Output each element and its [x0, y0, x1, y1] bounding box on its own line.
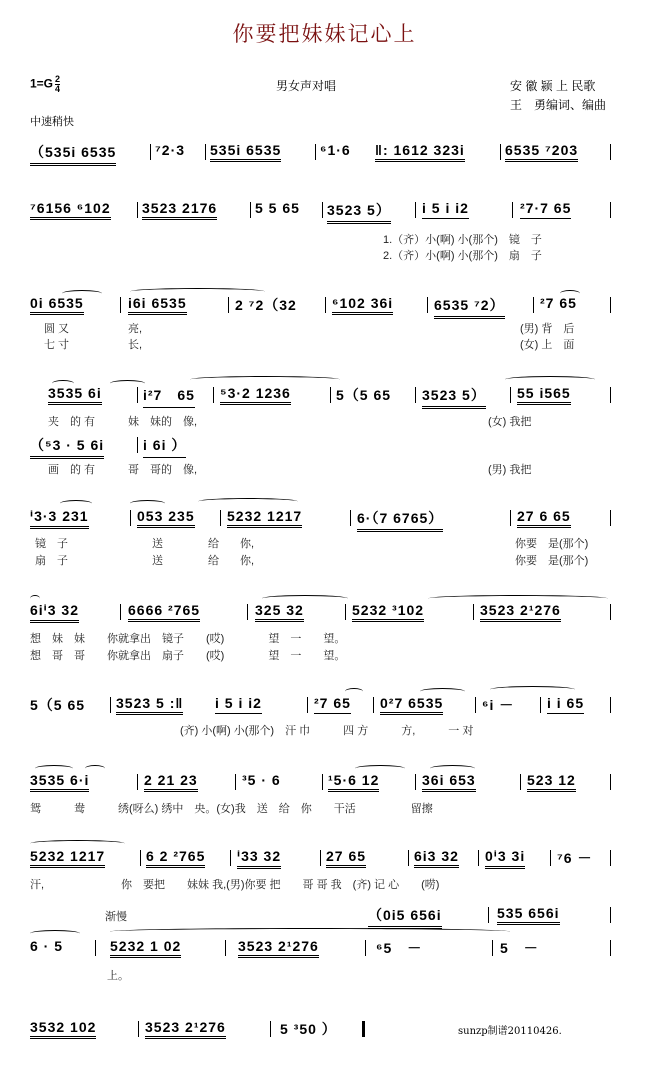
- measure: 0i 6535: [30, 295, 84, 315]
- measure: 3523 2¹276: [480, 602, 561, 622]
- measure: 5（5 65: [30, 697, 86, 713]
- measure: 3523 2¹276: [238, 938, 319, 958]
- lyric: 你,: [240, 555, 255, 567]
- measure: ¹5·6 12: [328, 772, 379, 792]
- measure: ²7·7 65: [520, 200, 571, 219]
- song-origin: 安 徽 颍 上 民歌: [510, 79, 596, 93]
- lyric: 上。: [107, 970, 129, 982]
- measure: （⁵3 · 5 6i: [30, 435, 104, 459]
- performance-type: 男女声对唱: [276, 79, 337, 93]
- score-row-9: [30, 848, 619, 870]
- song-title: 你要把妹妹记心上: [232, 22, 417, 46]
- lyric: 你,: [240, 538, 255, 550]
- time-denominator: 4: [55, 84, 61, 94]
- measure: 6666 ²765: [128, 602, 200, 622]
- measure: 3523 2¹276: [145, 1019, 226, 1039]
- measure: 55 i565: [517, 385, 571, 405]
- lyric: 送: [152, 538, 163, 550]
- measure: 6535 ⁷203: [505, 142, 578, 162]
- lyric-verse-2: 2.（齐）小(啊) 小(那个) 扇 子: [383, 250, 542, 262]
- measure: 6iⁱ3 32: [30, 602, 79, 623]
- measure: i i 65: [547, 695, 584, 714]
- measure: 5 ³50 ）: [280, 1021, 337, 1037]
- measure: i 5 i i2: [422, 200, 469, 219]
- score-row-5: [30, 508, 619, 530]
- measure: 0²7 6535: [380, 695, 443, 715]
- measure: 5 －: [500, 940, 539, 956]
- measure: ⁵3·2 1236: [220, 385, 291, 405]
- measure: 053 235: [137, 508, 195, 528]
- measure: 5（5 65: [336, 387, 392, 403]
- measure: 3523 5 :‖: [116, 695, 183, 715]
- measure: 523 12: [527, 772, 576, 792]
- measure: ‖: 1612 323i: [375, 142, 465, 162]
- measure: i 5 i i2: [215, 695, 262, 714]
- score-row-4: [30, 385, 619, 407]
- measure: ⁶1·6: [320, 142, 351, 158]
- lyric: 画 的 有 哥 哥的 像,: [48, 464, 198, 476]
- score-row-3: [30, 295, 619, 317]
- lyric: (男) 背 后: [520, 323, 575, 335]
- measure: ²7 65: [314, 695, 351, 714]
- transcriber-credit: sunzp制谱20110426.: [458, 1026, 562, 1037]
- lyric: 你要 是(那个): [515, 538, 589, 550]
- lyric: 给: [208, 538, 219, 550]
- measure: 6535 ⁷2）: [434, 295, 505, 319]
- measure: 27 65: [326, 848, 366, 868]
- measure: ³5 · 6: [242, 772, 281, 788]
- lyric: (齐) 小(啊) 小(那个) 汗 巾 四 方 方, 一 对: [180, 725, 474, 737]
- lyric: 扇 子: [35, 555, 68, 567]
- lyric: (女) 上 面: [520, 339, 575, 351]
- measure: 2 ⁷2（32: [235, 297, 297, 313]
- measure: 6 2 ²765: [146, 848, 205, 868]
- measure: ⁷6 －: [557, 850, 593, 866]
- measure: 5232 1217: [30, 848, 105, 868]
- final-barline: [362, 1021, 365, 1037]
- measure: i6i 6535: [128, 295, 187, 315]
- measure: 3535 6i: [48, 385, 102, 405]
- score-row-6: [30, 602, 619, 624]
- time-numerator: 2: [55, 74, 61, 84]
- measure: 3523 2176: [142, 200, 217, 220]
- lyric: 长,: [128, 339, 143, 351]
- lyric-verse-1: 想 妹 妹 你就拿出 镜子 (哎) 望 一 望。: [30, 633, 346, 645]
- lyric: 送: [152, 555, 163, 567]
- lyric: 镜 子: [35, 538, 68, 550]
- measure: 5232 1 02: [110, 938, 181, 958]
- key-signature: [30, 75, 60, 94]
- score-row-2: [30, 200, 619, 222]
- measure: 2 21 23: [144, 772, 198, 792]
- measure: ⁱ33 32: [237, 848, 281, 869]
- measure: ⁶102 36i: [332, 295, 393, 315]
- measure: 0ⁱ3 3i: [485, 848, 525, 869]
- key-label: 1=G: [30, 76, 54, 91]
- score-row-10: [30, 938, 619, 960]
- lyric-verse-1: 1.（齐）小(啊) 小(那个) 镜 子: [383, 234, 542, 246]
- score-row-8: [30, 772, 619, 794]
- score-row-1: [30, 142, 619, 164]
- measure: （0i5 656i: [368, 905, 442, 929]
- score-row-4-alt: [30, 435, 619, 457]
- lyric: (男) 我把: [488, 464, 532, 476]
- measure: 3523 5）: [422, 385, 486, 409]
- lyric: 七 寸: [44, 339, 70, 351]
- lyric: 汗, 你 要把 妹妹 我,(男)你要 把 哥 哥 我 (齐) 记 心 (唠): [30, 879, 440, 891]
- measure: i²7 65: [143, 385, 195, 408]
- measure: 27 6 65: [517, 508, 571, 528]
- credits: 王 勇编词、编曲: [510, 98, 607, 112]
- lyric: 圆 又: [44, 323, 70, 335]
- lyric: 给: [208, 555, 219, 567]
- measure: i 6i ）: [143, 435, 186, 458]
- measure: ⁶5 －: [376, 940, 423, 956]
- measure: 325 32: [255, 602, 304, 622]
- time-signature: [55, 75, 60, 94]
- measure: 36i 653: [422, 772, 476, 792]
- lyric: (女) 我把: [488, 416, 532, 428]
- measure: ⁶i －: [482, 697, 515, 713]
- lyric: 亮,: [128, 323, 143, 335]
- lyric: 夹 的 有 妹 妹的 像,: [48, 416, 198, 428]
- measure: ⁷2·3: [155, 142, 186, 158]
- tempo-marking: 中速稍快: [30, 115, 74, 128]
- score-row-7: [30, 695, 619, 717]
- tempo-direction: 渐慢: [105, 911, 127, 923]
- measure: 6·（7 6765）: [357, 508, 443, 532]
- measure: 535i 6535: [210, 142, 281, 162]
- lyric-verse-2: 想 哥 哥 你就拿出 扇子 (哎) 望 一 望。: [30, 650, 346, 662]
- score-row-10-upper: [30, 905, 619, 927]
- measure: 535 656i: [497, 905, 560, 925]
- measure: ²7 65: [540, 295, 577, 311]
- measure: ⁷6156 ⁶102: [30, 200, 111, 220]
- measure: 6 · 5: [30, 938, 64, 954]
- measure: 5 5 65: [255, 200, 300, 216]
- measure: 3523 5）: [327, 200, 391, 224]
- lyric: 鸳 鸯 绣(呀么) 绣中 央。(女)我 送 给 你 干活 留擦: [30, 803, 433, 815]
- measure: 3532 102: [30, 1019, 96, 1039]
- measure: 5232 ³102: [352, 602, 424, 622]
- measure: 6i3 32: [414, 848, 459, 868]
- lyric: 你要 是(那个): [515, 555, 589, 567]
- measure: （535i 6535: [30, 142, 116, 166]
- measure: 3535 6·i: [30, 772, 89, 792]
- measure: ⁱ3·3 231: [30, 508, 89, 529]
- measure: 5232 1217: [227, 508, 302, 528]
